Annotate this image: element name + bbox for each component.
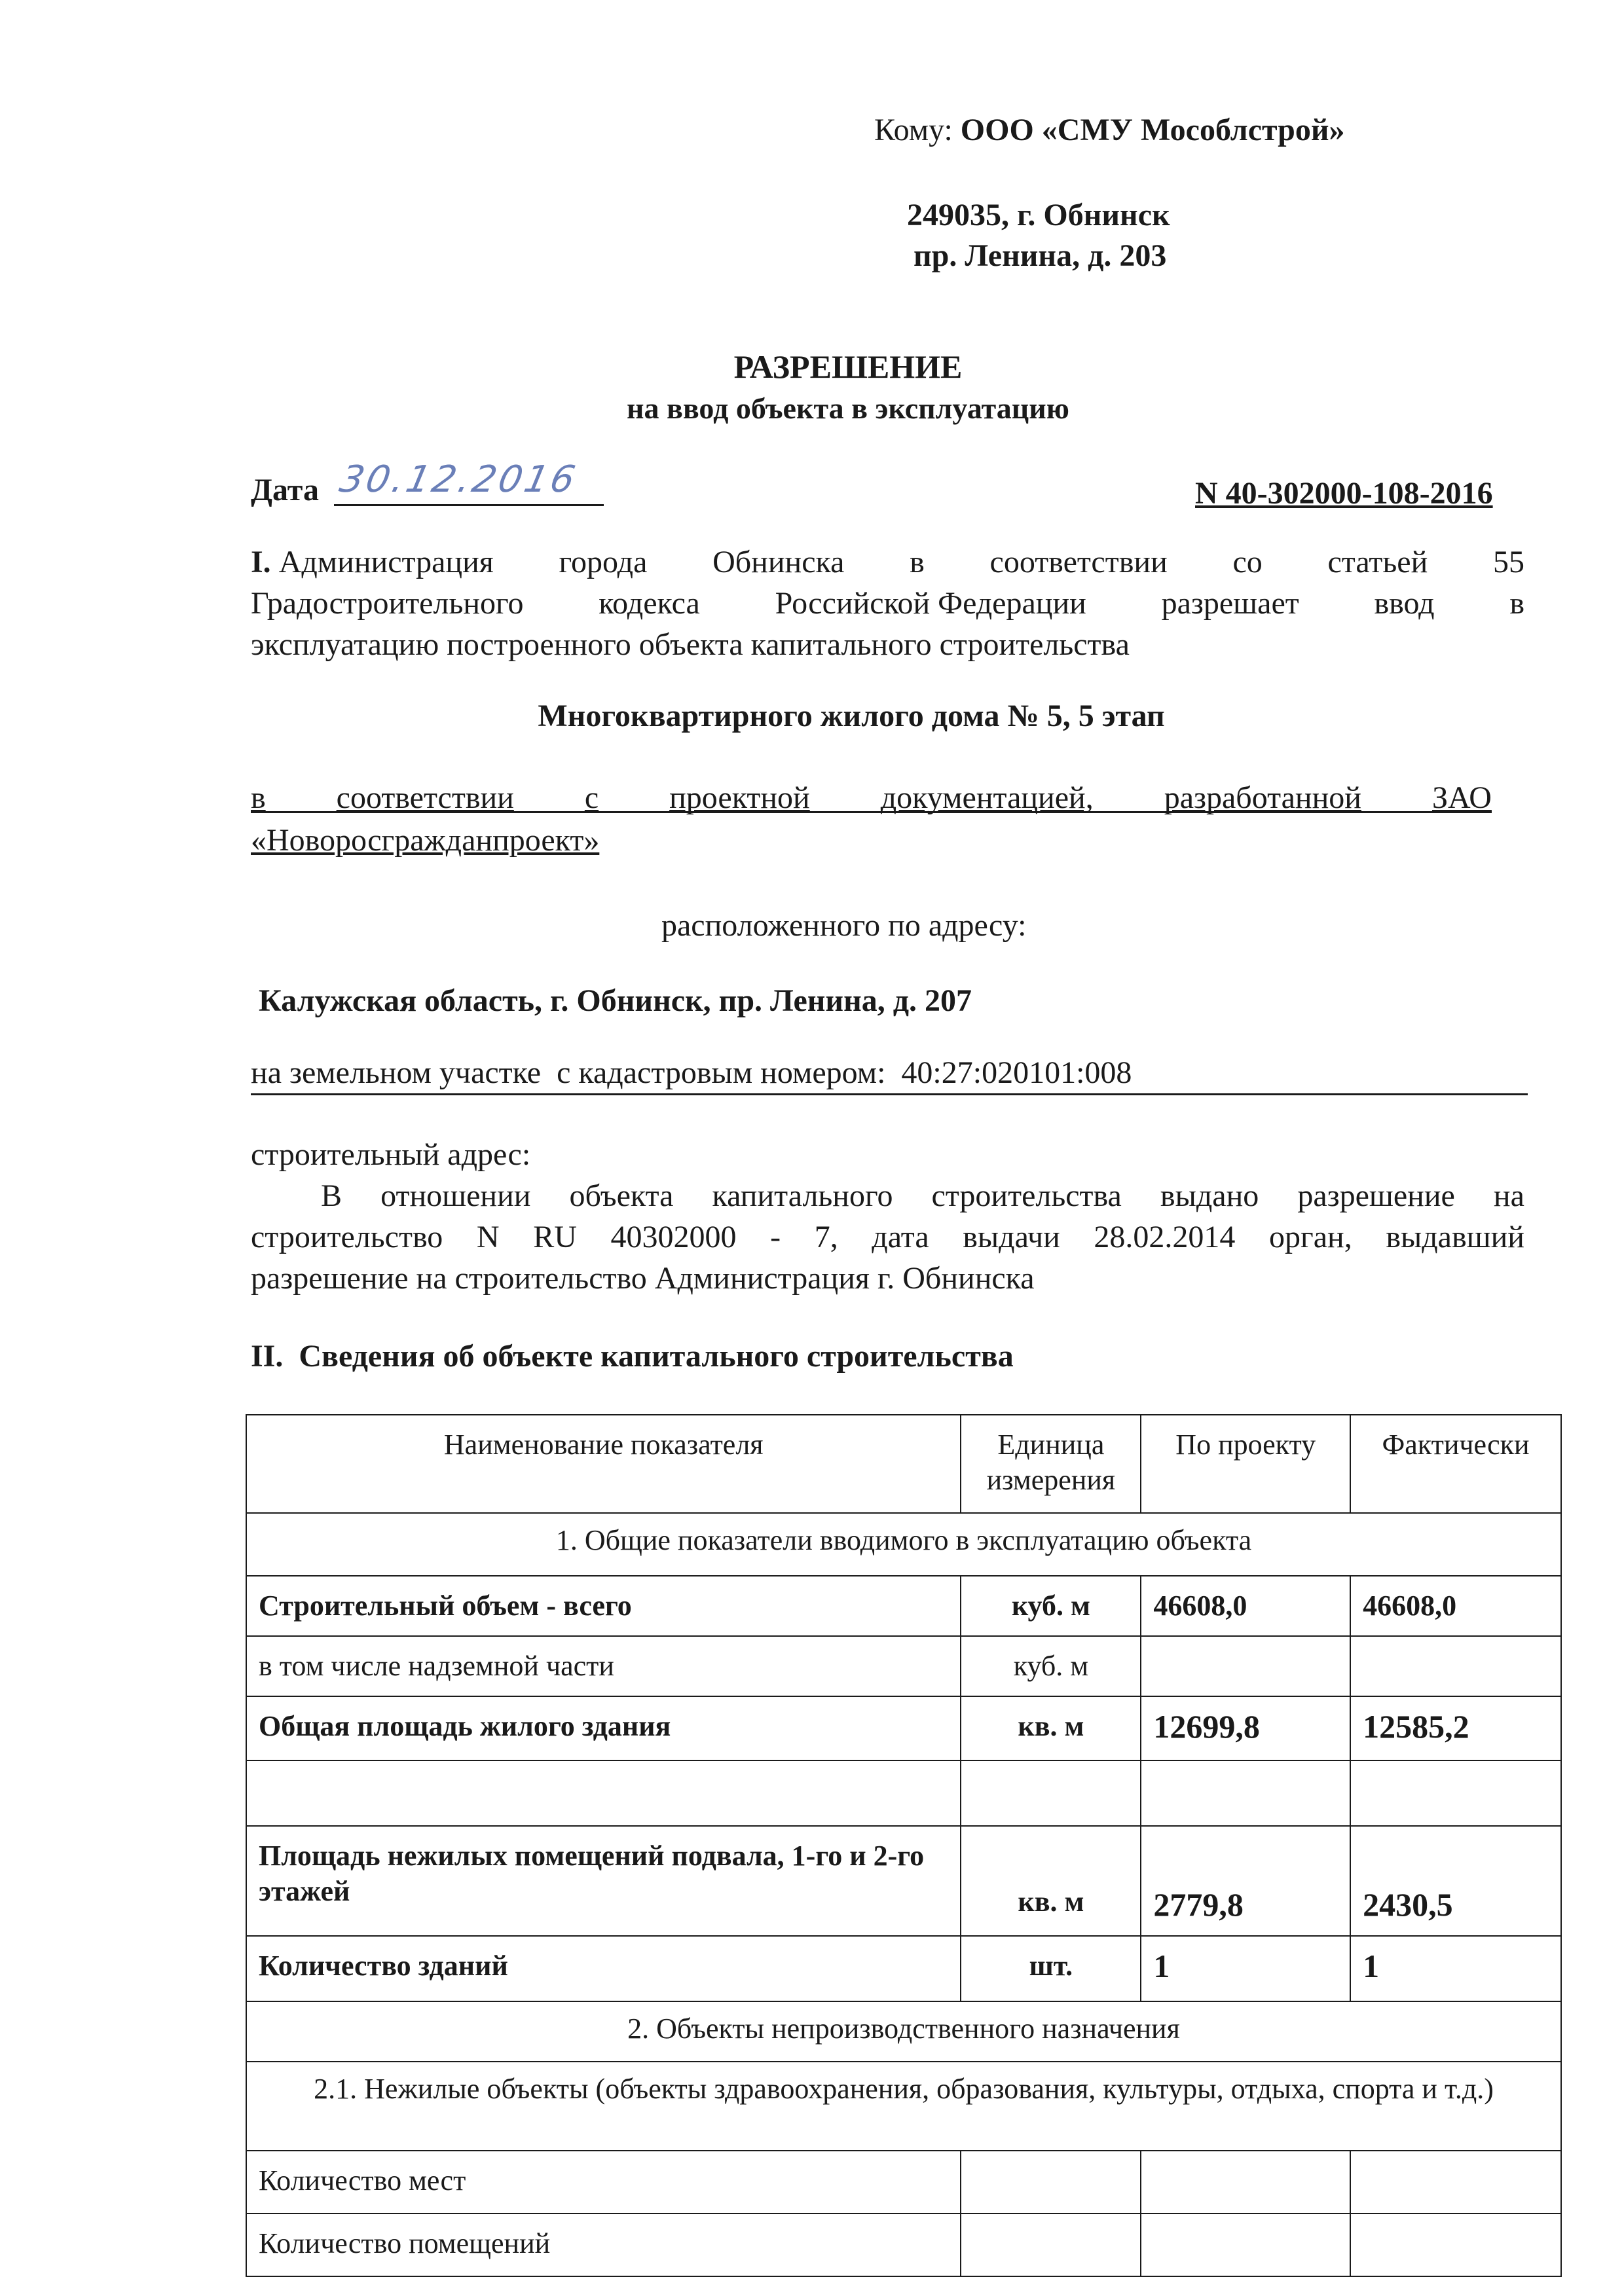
- date-handwritten: 30.12.2016: [336, 458, 581, 501]
- table-row: Строительный объем - всего куб. м 46608,0 46608,0: [246, 1576, 1561, 1636]
- date-label: Дата: [251, 473, 319, 507]
- object-name: Многоквартирного жилого дома № 5, 5 этап: [538, 699, 1165, 733]
- cadastral-underline: [251, 1093, 1528, 1095]
- group1-title: 1. Общие показатели вводимого в эксплуатацию объекта: [246, 1513, 1561, 1576]
- table-row: Количество мест: [246, 2151, 1561, 2214]
- cadastral-line: на земельном участке с кадастровым номером: 40:27:020101:008: [251, 1055, 1132, 1090]
- section1-line1: I. Администрация города Обнинска в соответствии со статьей 55: [251, 545, 1524, 579]
- section1-line3: эксплуатацию построенного объекта капитального строительства: [251, 627, 1130, 662]
- permit-para-line1: В отношении объекта капитального строительства выдано разрешение на: [321, 1178, 1524, 1213]
- section2-title: II. Сведения об объекте капитального строительства: [251, 1339, 1014, 1374]
- build-address-label: строительный адрес:: [251, 1137, 531, 1172]
- table-group-row: [246, 1513, 1561, 1576]
- project-doc-line1: в соответствии с проектной документацией, разработанной ЗАО: [251, 780, 1492, 815]
- permit-para-line2: строительство N RU 40302000 - 7, дата выдачи 28.02.2014 орган, выдавший: [251, 1220, 1524, 1254]
- table-row: в том числе надземной части куб. м: [246, 1636, 1561, 1696]
- header-indicator: Наименование показателя: [246, 1415, 961, 1513]
- date-underline: [334, 504, 604, 506]
- section1-line2: Градостроительного кодекса Российской Федерации разрешает ввод в: [251, 586, 1524, 621]
- located-label: расположенного по адресу:: [661, 908, 1027, 943]
- table-row-empty: [246, 1760, 1561, 1826]
- addressee-line: [874, 111, 1345, 149]
- table-header-row: [246, 1415, 1561, 1513]
- addressee-org: ООО «СМУ Мособлстрой»: [960, 113, 1345, 147]
- table-row: Площадь нежилых помещений подвала, 1-го и 2-го этажей кв. м 2779,8 2430,5: [246, 1826, 1561, 1936]
- project-doc-line2: «Новоросгражданпроект»: [251, 823, 600, 858]
- section1-roman: I.: [251, 545, 271, 579]
- header-actual: Фактически: [1350, 1415, 1561, 1513]
- table-row: Количество помещений: [246, 2214, 1561, 2276]
- header-project: По проекту: [1141, 1415, 1350, 1513]
- address-line-2: пр. Ленина, д. 203: [913, 238, 1167, 273]
- header-unit: Единица измерения: [961, 1415, 1141, 1513]
- table-row: Общая площадь жилого здания кв. м 12699,8 12585,2: [246, 1696, 1561, 1760]
- table-row: Количество зданий шт. 1 1: [246, 1936, 1561, 2001]
- object-info-table: [246, 1414, 1562, 2277]
- permit-number: N 40-302000-108-2016: [1195, 476, 1493, 511]
- document-title: РАЗРЕШЕНИЕ: [733, 348, 963, 385]
- table-group-row: [246, 2062, 1561, 2151]
- addressee-label: Кому:: [874, 113, 953, 147]
- address-line-1: 249035, г. Обнинск: [907, 198, 1170, 232]
- group2-title: 2. Объекты непроизводственного назначения: [246, 2001, 1561, 2062]
- group2-1-title: 2.1. Нежилые объекты (объекты здравоохранения, образования, культуры, отдыха, спорта и т.д.): [246, 2062, 1561, 2151]
- permit-para-line3: разрешение на строительство Администрация г. Обнинска: [251, 1261, 1035, 1296]
- document-subtitle: на ввод объекта в эксплуатацию: [627, 392, 1069, 425]
- table-group-row: [246, 2001, 1561, 2062]
- project-doc-underline-1: [251, 811, 1492, 813]
- object-address: Калужская область, г. Обнинск, пр. Ленина, д. 207: [259, 983, 972, 1018]
